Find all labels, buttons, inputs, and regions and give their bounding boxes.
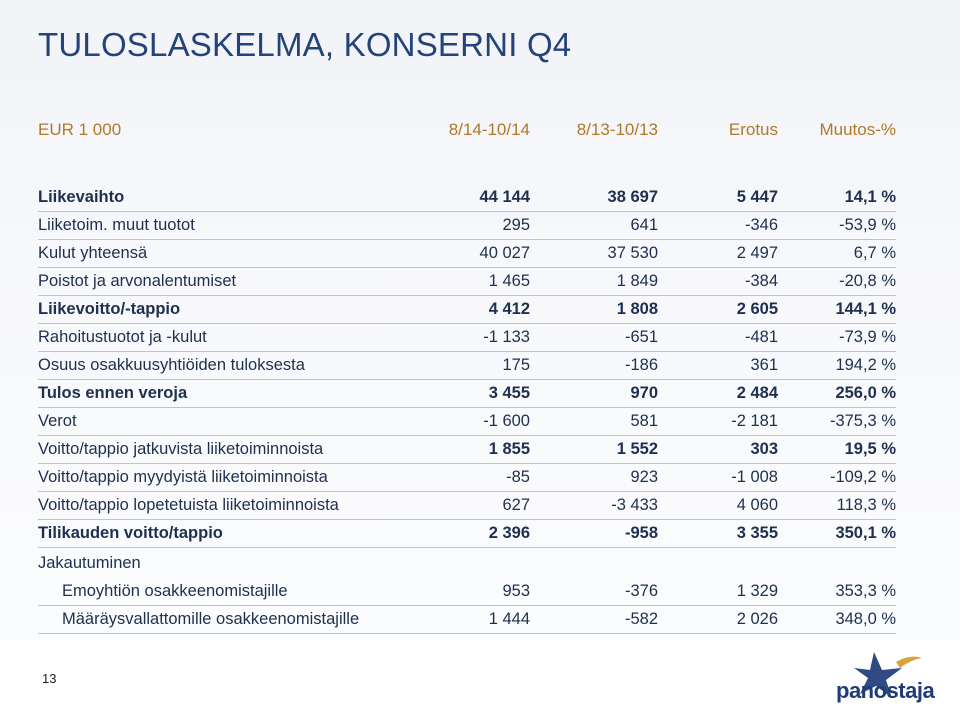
row-value-difference: 2 484 [736, 384, 778, 402]
row-value-change: 19,5 % [844, 440, 896, 458]
row-value-previous: 1 552 [616, 440, 658, 458]
distribution-heading: Jakautuminen [38, 554, 141, 572]
row-value-previous: 581 [630, 412, 658, 430]
table-row [38, 605, 896, 634]
table-row [38, 491, 896, 520]
row-value-current: -85 [506, 468, 530, 486]
row-value-previous: -186 [624, 356, 658, 374]
row-value-change: 118,3 % [836, 496, 896, 514]
row-value-change: 6,7 % [853, 244, 896, 262]
row-value-previous: 37 530 [607, 244, 658, 262]
row-label: Tulos ennen veroja [38, 384, 188, 402]
row-value-difference: -384 [744, 272, 778, 290]
distribution-heading-row [38, 549, 896, 577]
row-value-previous: -376 [624, 582, 658, 600]
row-value-difference: 2 605 [736, 300, 778, 318]
row-label: Liikevoitto/-tappio [38, 300, 181, 318]
table-row [38, 239, 896, 268]
row-value-current: 1 444 [488, 610, 530, 628]
row-value-current: 1 465 [488, 272, 530, 290]
table-row [38, 435, 896, 464]
row-value-current: 953 [502, 582, 530, 600]
row-value-difference: 361 [750, 356, 778, 374]
row-value-current: 295 [502, 216, 530, 234]
row-label: Kulut yhteensä [38, 244, 148, 262]
row-value-change: -375,3 % [829, 412, 896, 430]
row-value-change: 348,0 % [835, 610, 896, 628]
table-row [38, 407, 896, 436]
row-value-change: -73,9 % [839, 328, 896, 346]
row-label: Voitto/tappio lopetetuista liiketoiminnoista [38, 496, 339, 514]
row-value-difference: 3 355 [736, 524, 778, 542]
row-value-current: -1 133 [483, 328, 530, 346]
row-value-current: 3 455 [488, 384, 530, 402]
row-value-previous: -582 [624, 610, 658, 628]
row-value-change: 353,3 % [835, 582, 896, 600]
row-value-change: -20,8 % [839, 272, 896, 290]
table-row [38, 295, 896, 324]
table-row [38, 463, 896, 492]
row-value-difference: -2 181 [731, 412, 778, 430]
row-value-previous: 641 [630, 216, 658, 234]
row-label: Emoyhtiön osakkeenomistajille [62, 582, 288, 600]
page-title: TULOSLASKELMA, KONSERNI Q4 [38, 26, 572, 63]
table-row [38, 577, 896, 606]
row-label: Verot [38, 412, 77, 430]
page-number: 13 [42, 671, 57, 686]
row-value-difference: 303 [750, 440, 778, 458]
table-row [38, 519, 896, 548]
row-label: Liikevaihto [38, 188, 125, 206]
row-value-current: 627 [502, 496, 530, 514]
table-row [38, 211, 896, 240]
row-label: Rahoitustuotot ja -kulut [38, 328, 207, 346]
row-value-current: 2 396 [488, 524, 530, 542]
row-value-current: -1 600 [483, 412, 530, 430]
row-label: Tilikauden voitto/tappio [38, 524, 223, 542]
header-label: EUR 1 000 [38, 120, 122, 139]
table-row [38, 323, 896, 352]
row-value-previous: -958 [624, 524, 658, 542]
header-col-change-pct: Muutos-% [819, 120, 896, 139]
row-value-change: 144,1 % [835, 300, 896, 318]
row-value-previous: -651 [624, 328, 658, 346]
row-value-change: -53,9 % [839, 216, 896, 234]
table-row [38, 351, 896, 380]
row-value-previous: -3 433 [611, 496, 658, 514]
row-label: Voitto/tappio myydyistä liiketoiminnoista [38, 468, 328, 486]
row-value-current: 40 027 [479, 244, 530, 262]
header-col-difference: Erotus [728, 120, 778, 139]
row-label: Poistot ja arvonalentumiset [38, 272, 237, 290]
table-row [38, 267, 896, 296]
row-value-previous: 970 [630, 384, 658, 402]
row-value-previous: 1 849 [616, 272, 658, 290]
table-row [38, 183, 896, 212]
row-value-change: 256,0 % [835, 384, 896, 402]
row-value-current: 175 [502, 356, 530, 374]
row-label: Voitto/tappio jatkuvista liiketoiminnoista [38, 440, 324, 458]
row-value-current: 4 412 [488, 300, 530, 318]
logo-text: panostaja [836, 678, 935, 703]
row-value-difference: 2 026 [736, 610, 778, 628]
header-col-previous: 8/13-10/13 [576, 120, 658, 139]
row-value-difference: -346 [744, 216, 778, 234]
row-value-difference: 5 447 [736, 188, 778, 206]
row-label: Liiketoim. muut tuotot [38, 216, 195, 234]
row-value-current: 1 855 [488, 440, 530, 458]
table-row [38, 379, 896, 408]
row-value-difference: 2 497 [736, 244, 778, 262]
header-col-current: 8/14-10/14 [448, 120, 530, 139]
row-label: Määräysvallattomille osakkeenomistajille [62, 610, 360, 628]
row-value-difference: -1 008 [731, 468, 778, 486]
row-value-change: 194,2 % [835, 356, 896, 374]
row-value-change: 350,1 % [835, 524, 896, 542]
row-value-previous: 923 [630, 468, 658, 486]
row-value-current: 44 144 [479, 188, 530, 206]
table-header [38, 120, 896, 144]
row-value-difference: 1 329 [736, 582, 778, 600]
row-value-change: 14,1 % [844, 188, 896, 206]
row-value-previous: 1 808 [616, 300, 658, 318]
row-value-difference: 4 060 [736, 496, 778, 514]
row-label: Osuus osakkuusyhtiöiden tuloksesta [38, 356, 305, 374]
row-value-difference: -481 [744, 328, 778, 346]
row-value-change: -109,2 % [829, 468, 896, 486]
row-value-previous: 38 697 [607, 188, 658, 206]
